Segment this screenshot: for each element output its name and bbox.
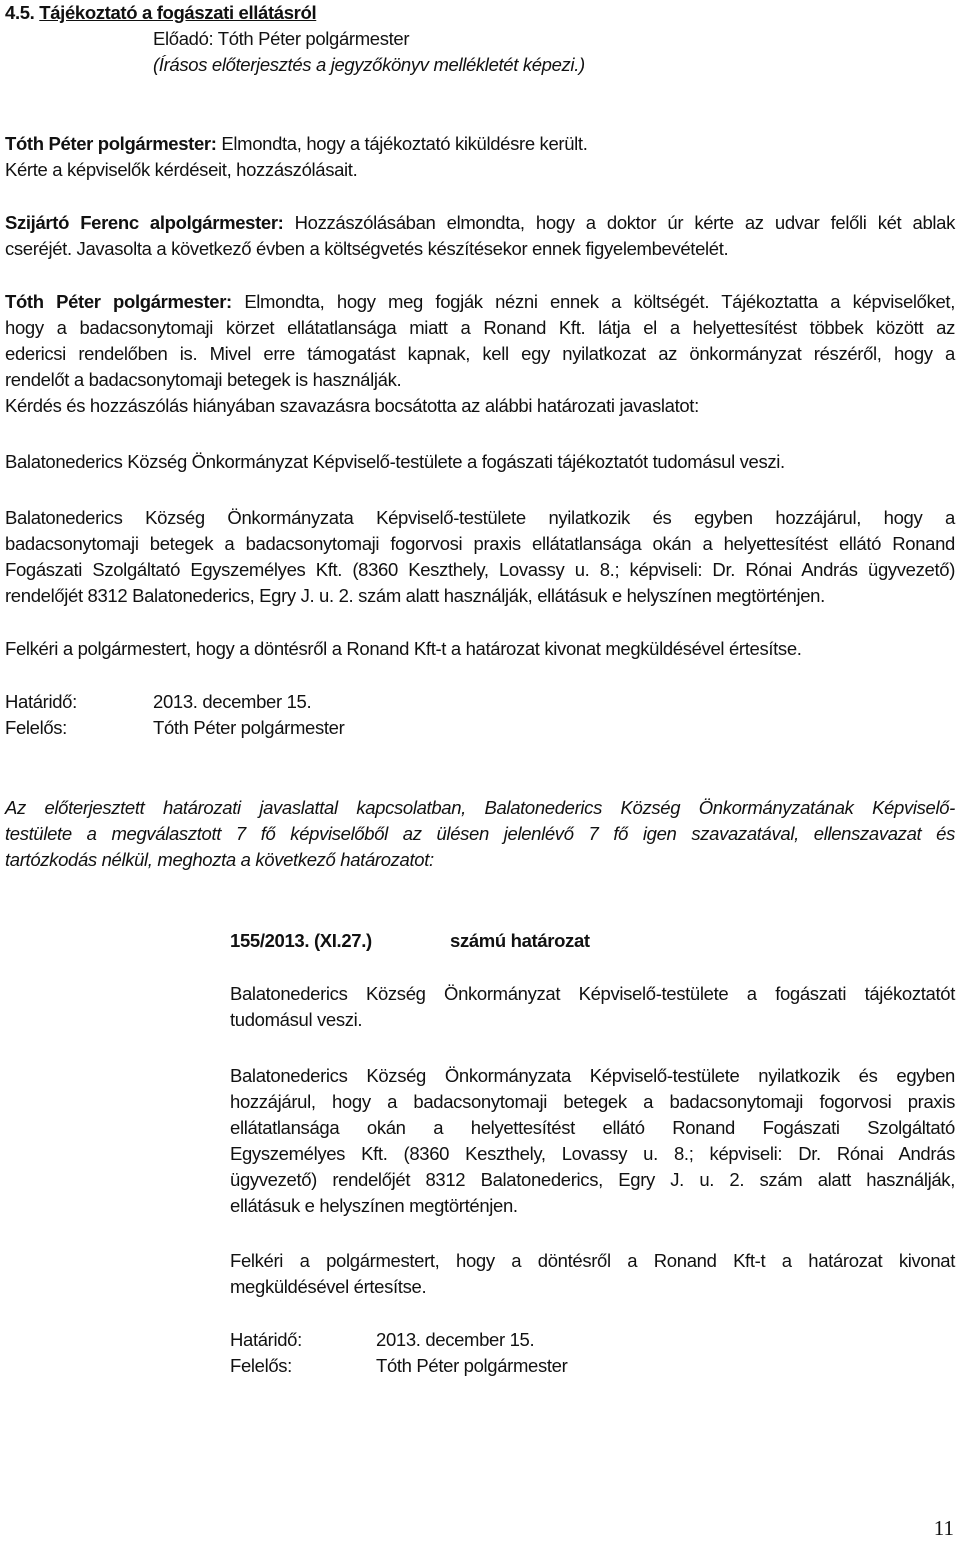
section-title: Tájékoztató a fogászati ellátásról	[39, 2, 317, 23]
p3-speaker: Tóth Péter polgármester:	[5, 291, 232, 312]
proposal-p2-line4: rendelőjét 8312 Balatonederics, Egry J. u. 2. szám alatt használják, ellátásuk e helyszínen megtörténjen.	[5, 585, 825, 606]
resolution-p1-line1: Balatonederics Község Önkormányzat Képviselő-testülete a fogászati tájékoztatót	[230, 983, 955, 1004]
p3-line3: edericsi rendelőben is. Mivel erre támogatást kapnak, kell egy nyilatkozat az önkormányzat részéről, hogy a	[5, 343, 955, 364]
p2-line2: cseréjét. Javasolta a következő évben a költségvetés készítésekor ennek figyelembevételét.	[5, 238, 729, 259]
vote-line1-wrap	[5, 795, 955, 821]
p2-line1	[5, 210, 955, 236]
p3-line2: hogy a badacsonytomaji körzet ellátatlansága miatt a Ronand Kft. látja el a helyettesítést többek között az	[5, 317, 955, 338]
resolution-number-wrap	[230, 928, 372, 954]
resolution-responsible-value: Tóth Péter polgármester	[376, 1355, 568, 1376]
p3-line1	[5, 289, 955, 315]
resolution-p3-line1: Felkéri a polgármestert, hogy a döntésről a Ronand Kft-t a határozat kivonat	[230, 1250, 955, 1271]
resolution-label-wrap	[450, 928, 590, 954]
resolution-p1-line2: tudomásul veszi.	[230, 1009, 363, 1030]
p1-text1: Elmondta, hogy a tájékoztató kiküldésre került.	[221, 133, 588, 154]
vote-line3: tartózkodás nélkül, meghozta a következő határozatot:	[5, 849, 434, 870]
proposal-deadline-label: Határidő:	[5, 691, 77, 712]
p2-speaker: Szijártó Ferenc alpolgármester:	[5, 212, 284, 233]
proposal-p2-line3: Fogászati Szolgáltató Egyszemélyes Kft. (8360 Keszthely, Lovassy u. 8.; képviseli: Dr. Rónai András ügyvezető)	[5, 559, 955, 580]
p3-text1: Elmondta, hogy meg fogják nézni ennek a költségét. Tájékoztatta a képviselőket,	[244, 291, 956, 312]
section-heading	[5, 0, 316, 26]
vote-line2: testülete a megválasztott 7 fő képviselőből az ülésen jelenlévő 7 fő igen szavazatával, ellenszavazat és	[5, 823, 955, 844]
proposal-deadline-value: 2013. december 15.	[153, 691, 312, 712]
resolution-deadline-value: 2013. december 15.	[376, 1329, 535, 1350]
resolution-p2-line3: ellátatlansága okán a helyettesítést ellátó Ronand Fogászati Szolgáltató	[230, 1117, 955, 1138]
resolution-p2-line5: ügyvezető) rendelőjét 8312 Balatonederics, Egry J. u. 2. szám alatt használják,	[230, 1169, 955, 1190]
p1-line2: Kérte a képviselők kérdéseit, hozzászólásait.	[5, 159, 358, 180]
proposal-p2-line2: badacsonytomaji betegek a badacsonytomaji fogorvosi praxis ellátatlansága okán a helyettesítést ellátó Ronand	[5, 533, 955, 554]
resolution-deadline-label: Határidő:	[230, 1329, 302, 1350]
p2-text1: Hozzászólásában elmondta, hogy a doktor úr kérte az udvar felőli két ablak	[294, 212, 955, 233]
resolution-number: 155/2013. (XI.27.)	[230, 930, 372, 951]
section-note: (Írásos előterjesztés a jegyzőkönyv mellékletét képezi.)	[153, 54, 585, 75]
proposal-responsible-label: Felelős:	[5, 717, 67, 738]
page-number: 11	[933, 1516, 954, 1540]
p1-line1	[5, 131, 587, 157]
resolution-p3-line2: megküldésével értesítse.	[230, 1276, 427, 1297]
proposal-p2-line1: Balatonederics Község Önkormányzata Képviselő-testülete nyilatkozik és egyben hozzájárul, hogy a	[5, 507, 955, 528]
proposal-p3: Felkéri a polgármestert, hogy a döntésről a Ronand Kft-t a határozat kivonat megküldésével értesítse.	[5, 638, 802, 659]
section-note-wrap	[153, 52, 585, 78]
p3-line4: rendelőt a badacsonytomaji betegek is használják.	[5, 369, 402, 390]
resolution-p2-line1: Balatonederics Község Önkormányzata Képviselő-testülete nyilatkozik és egyben	[230, 1065, 955, 1086]
resolution-responsible-label: Felelős:	[230, 1355, 292, 1376]
proposal-responsible-value: Tóth Péter polgármester	[153, 717, 345, 738]
resolution-label: számú határozat	[450, 930, 590, 951]
proposal-p1: Balatonederics Község Önkormányzat Képviselő-testülete a fogászati tájékoztatót tudomásul veszi.	[5, 451, 785, 472]
p3-line5: Kérdés és hozzászólás hiányában szavazásra bocsátotta az alábbi határozati javaslatot:	[5, 395, 699, 416]
resolution-p2-line2: hozzájárul, hogy a badacsonytomaji betegek a badacsonytomaji fogorvosi praxis	[230, 1091, 955, 1112]
vote-line3-wrap	[5, 847, 434, 873]
vote-line2-wrap	[5, 821, 955, 847]
resolution-p2-line6: ellátásuk e helyszínen megtörténjen.	[230, 1195, 518, 1216]
resolution-p2-line4: Egyszemélyes Kft. (8360 Keszthely, Lovassy u. 8.; képviseli: Dr. Rónai András	[230, 1143, 955, 1164]
p1-speaker: Tóth Péter polgármester:	[5, 133, 217, 154]
section-number: 4.5.	[5, 2, 35, 23]
section-presenter: Előadó: Tóth Péter polgármester	[153, 28, 410, 49]
vote-line1: Az előterjesztett határozati javaslattal kapcsolatban, Balatonederics Község Önkormányzatának Képviselő-	[5, 797, 955, 818]
